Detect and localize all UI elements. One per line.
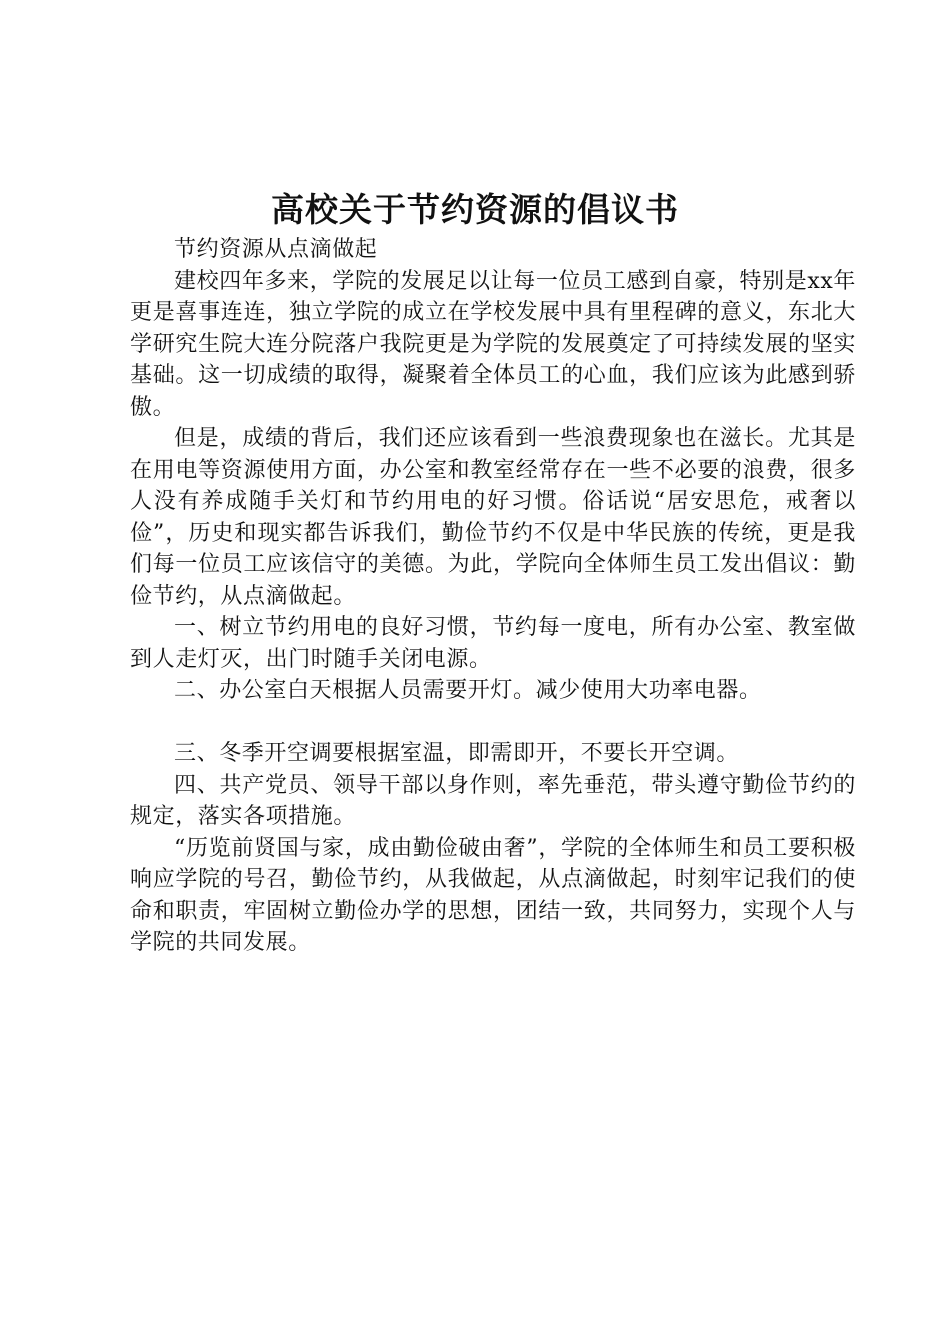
proposal-item-4: 四、共产党员、领导干部以身作则，率先垂范，带头遵守勤俭节约的规定，落实各项措施。 xyxy=(130,772,856,829)
closing-paragraph: “历览前贤国与家，成由勤俭破由奢”，学院的全体师生和员工要积极响应学院的号召，勤俭节约，从我做起，从点滴做起，时刻牢记我们的使命和职责，牢固树立勤俭办学的思想，团结一致，共同努力，实现个人与学院的共同发展。 xyxy=(130,835,856,955)
body-paragraph: 建校四年多来，学院的发展足以让每一位员工感到自豪，特别是xx年更是喜事连连，独立学院的成立在学校发展中具有里程碑的意义，东北大学研究生院大连分院落户我院更是为学院的发展奠定了可持续发展的坚实基础。这一切成绩的取得，凝聚着全体员工的心血，我们应该为此感到骄傲。 xyxy=(130,268,856,420)
proposal-item-2: 二、办公室白天根据人员需要开灯。减少使用大功率电器。 xyxy=(174,678,762,703)
proposal-item-3: 三、冬季开空调要根据室温，即需即开，不要长开空调。 xyxy=(174,741,740,766)
proposal-item-1: 一、树立节约用电的良好习惯，节约每一度电，所有办公室、教室做到人走灯灭，出门时随手关闭电源。 xyxy=(130,615,856,672)
document-title: 高校关于节约资源的倡议书 xyxy=(271,190,679,229)
blank-line xyxy=(130,707,856,739)
document-body xyxy=(130,234,856,959)
subtitle-paragraph: 节约资源从点滴做起 xyxy=(174,237,378,262)
body-paragraph: 但是，成绩的背后，我们还应该看到一些浪费现象也在滋长。尤其是在用电等资源使用方面，办公室和教室经常存在一些不必要的浪费，很多人没有养成随手关灯和节约用电的好习惯。俗话说“居安思危，戒奢以俭”，历史和现实都告诉我们，勤俭节约不仅是中华民族的传统，更是我们每一位员工应该信守的美德。为此，学院向全体师生员工发出倡议：勤俭节约，从点滴做起。 xyxy=(130,426,856,609)
